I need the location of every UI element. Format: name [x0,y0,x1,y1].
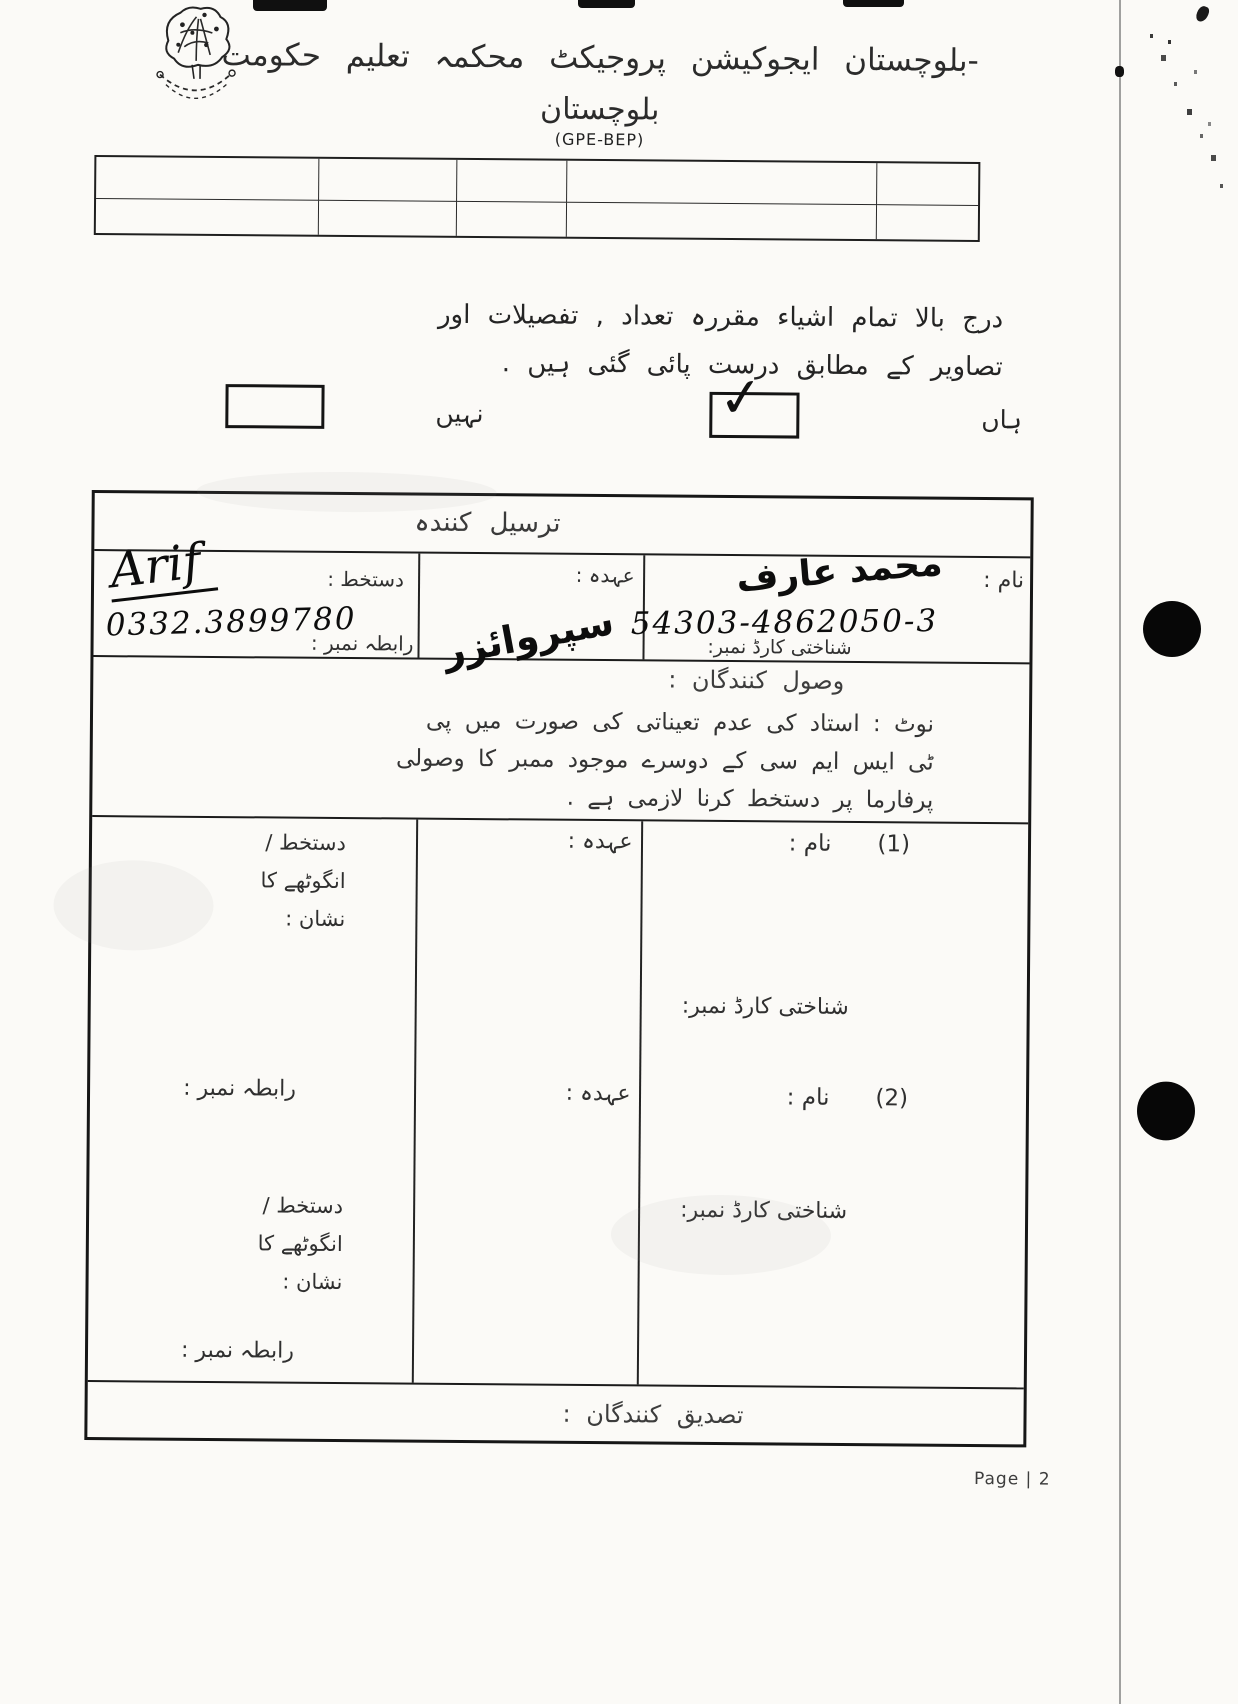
sender-signature-cell [94,533,419,658]
recipient2-name-line [787,1085,909,1112]
inventory-cell [567,161,878,205]
recipients-note-line2: ٹی ایس ایم سی کے دوسرے موجود ممبر کا وصولی [395,745,934,776]
scan-top-mark [843,0,904,7]
scan-ink-dot [1115,66,1124,77]
recipients-name-column [636,821,1028,1387]
recipient1-contact-label: رابطہ نمبر : [183,1075,297,1102]
recipient1-name-line [789,831,911,858]
checkmark-icon: ✓ [715,364,767,432]
recipient2-name-label: نام : [786,1084,830,1111]
inventory-cell [319,201,457,236]
sender-contact-label: رابطہ نمبر : [310,630,414,656]
recipient2-designation-label: عہدہ : [565,1080,631,1107]
inventory-table [94,155,981,242]
recipient1-designation-label: عہدہ : [567,828,633,855]
inventory-cell [96,199,319,235]
sender-name-value: محمد عارف [734,542,944,601]
no-checkbox [225,384,324,429]
recipient2-contact-label: رابطہ نمبر : [180,1337,294,1364]
recipient1-id-label: شناختی کارڈ نمبر: [681,993,849,1020]
confirmation-statement-line2: تصاویر کے مطابق درست پائی گئی ہیں . [501,348,1003,383]
recipient2-signature-label-line3: نشان : [282,1269,343,1295]
scan-speckles [1150,34,1153,38]
recipient2-signature-label-line1: دستخط / [262,1193,344,1219]
recipients-section-header [92,657,1029,824]
no-label: نہیں [435,398,484,429]
org-title-line2: بلوچستان [539,91,660,128]
yes-checkbox [709,364,799,439]
scan-top-mark [253,0,327,11]
inventory-cell [96,157,319,201]
recipients-designation-column [412,820,641,1385]
sender-designation-label: عہدہ : [575,562,635,588]
sender-signature-label: دستخط : [327,566,405,592]
recipient1-signature-label [260,823,346,938]
punch-hole [1137,1082,1195,1141]
punch-hole [1143,601,1201,657]
inventory-cell [567,203,878,240]
verifiers-section-header [87,1382,1023,1444]
recipients-note [396,701,935,819]
recipient2-signature-label-line2: انگوٹھے کا [257,1231,343,1257]
sender-name-cell [630,542,1030,662]
recipient1-signature-label-line3: نشان : [285,906,346,932]
confirmation-statement-line1: درج بالا تمام اشیاء مقررہ تعداد , تفصیلات اور [437,299,1004,335]
recipients-note-line1: نوٹ : استاد کی عدم تعیناتی کی صورت میں پی [425,707,935,738]
sender-designation-cell [417,554,642,674]
recipient2-index: (2) [875,1085,909,1112]
recipient1-signature-label-line2: انگوٹھے کا [260,868,346,894]
verifiers-section-title: تصدیق کنندگان : [562,1399,744,1430]
sender-row [93,533,1030,674]
recipients-note-line3: پرفارما پر دستخط کرنا لازمی ہے . [566,784,934,814]
recipients-rows-block [88,817,1028,1389]
sender-section-title: ترسیل کنندہ [414,507,561,539]
sender-signature-value: Arif [105,532,218,603]
sender-designation-value: سپروائزر [438,598,617,674]
recipient1-signature-label-line1: دستخط / [265,830,346,856]
inventory-cell [877,205,978,240]
recipient1-index: (1) [877,831,911,858]
sender-name-label: نام : [983,568,1025,594]
scan-top-mark [578,0,635,8]
recipient1-name-label: نام : [788,830,832,857]
scan-edge-line [1119,0,1121,1704]
recipient2-signature-label [257,1186,343,1301]
inventory-cell [457,202,568,237]
org-acronym: (GPE-BEP) [554,129,645,150]
inventory-cell [457,160,568,203]
page-number-label: Page | 2 [973,1468,1051,1490]
sender-id-label: شناختی کارڈ نمبر: [707,635,852,659]
sender-id-value: 54303-4862050-3 [630,602,938,642]
sender-contact-value: 0332.3899780 [105,600,358,644]
inventory-cell [319,159,457,202]
scan-smudge [53,860,214,951]
recipients-section-title: وصول کنندگان : [668,665,845,695]
confirmation-statement [203,289,1004,391]
org-title-line1: -بلوچستان ایجوکیشن پروجیکٹ محکمہ تعلیم حکومت [221,37,979,79]
handover-form-table [84,490,1033,1447]
inventory-cell [877,163,978,206]
yes-label: ہاں [981,405,1023,435]
recipient2-id-label: شناختی کارڈ نمبر: [680,1197,848,1224]
